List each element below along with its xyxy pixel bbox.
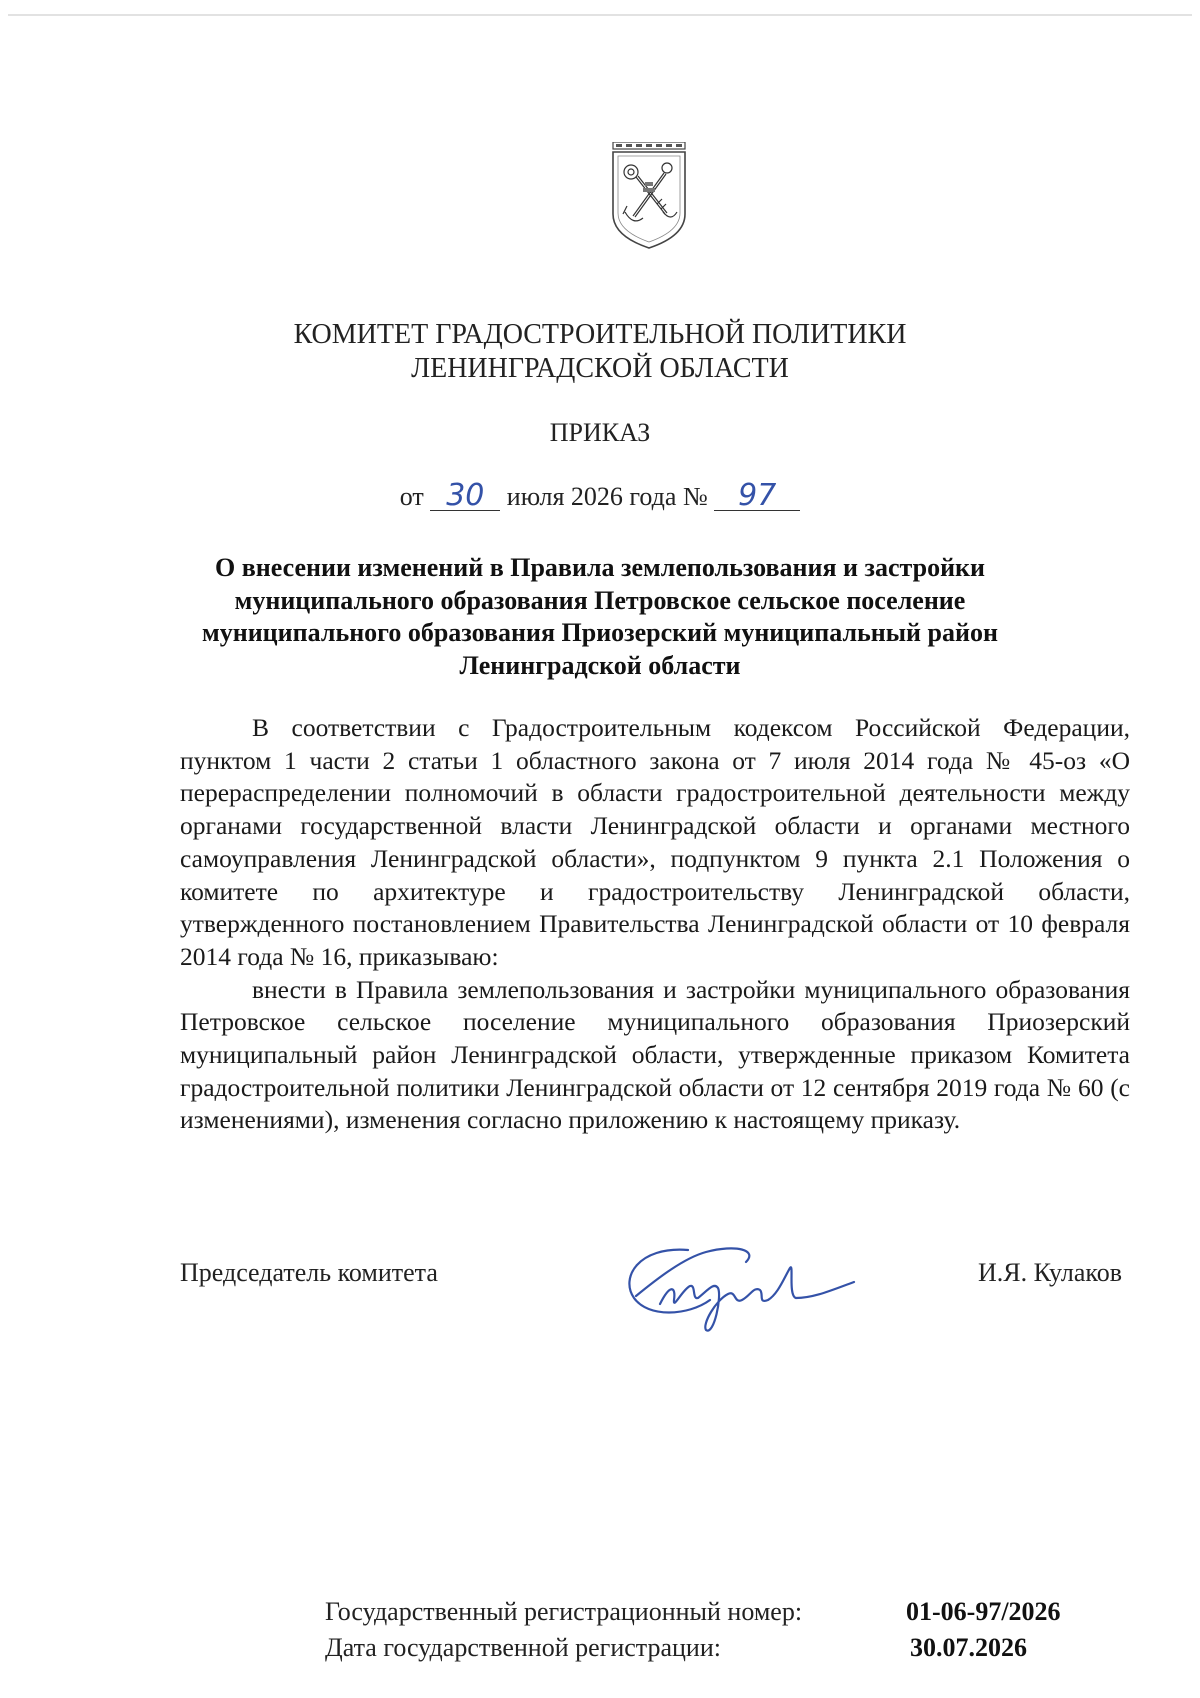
handwritten-day: 30 bbox=[430, 482, 500, 511]
registration-date-value: 30.07.2026 bbox=[910, 1633, 1027, 1662]
date-number-line bbox=[0, 478, 1200, 513]
preamble-paragraph: В соответствии с Градостроительным кодексом Российской Федерации, пунктом 1 части 2 статьи 1 областного закона от 7 июля 2014 года № 45-оз «О перераспределении полномочий в области градостроительной деятельности между органами государственной власти Ленинградской области и органами местного самоуправления Ленинградской области», подпунктом 9 пункта 2.1 Положения о комитете по архитектуре и градостроительству Ленинградской области, утвержденного постановлением Правительства Ленинградской области от 10 февраля 2014 года № 16, приказываю: bbox=[180, 713, 1130, 971]
title-line: муниципального образования Петровское сельское поселение bbox=[234, 585, 966, 615]
signatory-role: Председатель комитета bbox=[180, 1258, 438, 1287]
date-prefix: от bbox=[399, 482, 424, 511]
handwritten-order-number: 97 bbox=[714, 482, 800, 511]
signatory-name: И.Я. Кулаков bbox=[978, 1258, 1122, 1287]
handwritten-signature bbox=[618, 1238, 858, 1348]
document-body bbox=[180, 712, 1130, 1137]
authority-line-2: ЛЕНИНГРАДСКОЙ ОБЛАСТИ bbox=[411, 353, 789, 384]
registration-date-label: Дата государственной регистрации: bbox=[325, 1633, 721, 1662]
title-line: О внесении изменений в Правила землепользования и застройки bbox=[214, 553, 986, 582]
document-kind: ПРИКАЗ bbox=[549, 418, 651, 447]
title-line: муниципального образования Приозерский муниципальный район bbox=[202, 618, 998, 647]
scan-top-edge bbox=[8, 14, 1192, 16]
title-line: Ленинградской области bbox=[459, 650, 741, 680]
month-year-label: июля 2026 года № bbox=[506, 482, 708, 511]
document-title bbox=[0, 552, 1200, 682]
registration-number-label: Государственный регистрационный номер: bbox=[325, 1597, 803, 1626]
order-paragraph: внести в Правила землепользования и застройки муниципального образования Петровское сельское поселение муниципального образования Приозерский муниципальный район Ленинградской области, утвержденные приказом Комитета градостроительной политики Ленинградской области от 12 сентября 2019 года № 60 (с изменениями), изменения согласно приложению к настоящему приказу. bbox=[180, 974, 1130, 1135]
authority-line-1: КОМИТЕТ ГРАДОСТРОИТЕЛЬНОЙ ПОЛИТИКИ bbox=[293, 319, 907, 350]
registration-number-value: 01-06-97/2026 bbox=[906, 1597, 1061, 1626]
coat-of-arms-icon bbox=[607, 142, 691, 250]
issuing-authority bbox=[0, 318, 1200, 386]
